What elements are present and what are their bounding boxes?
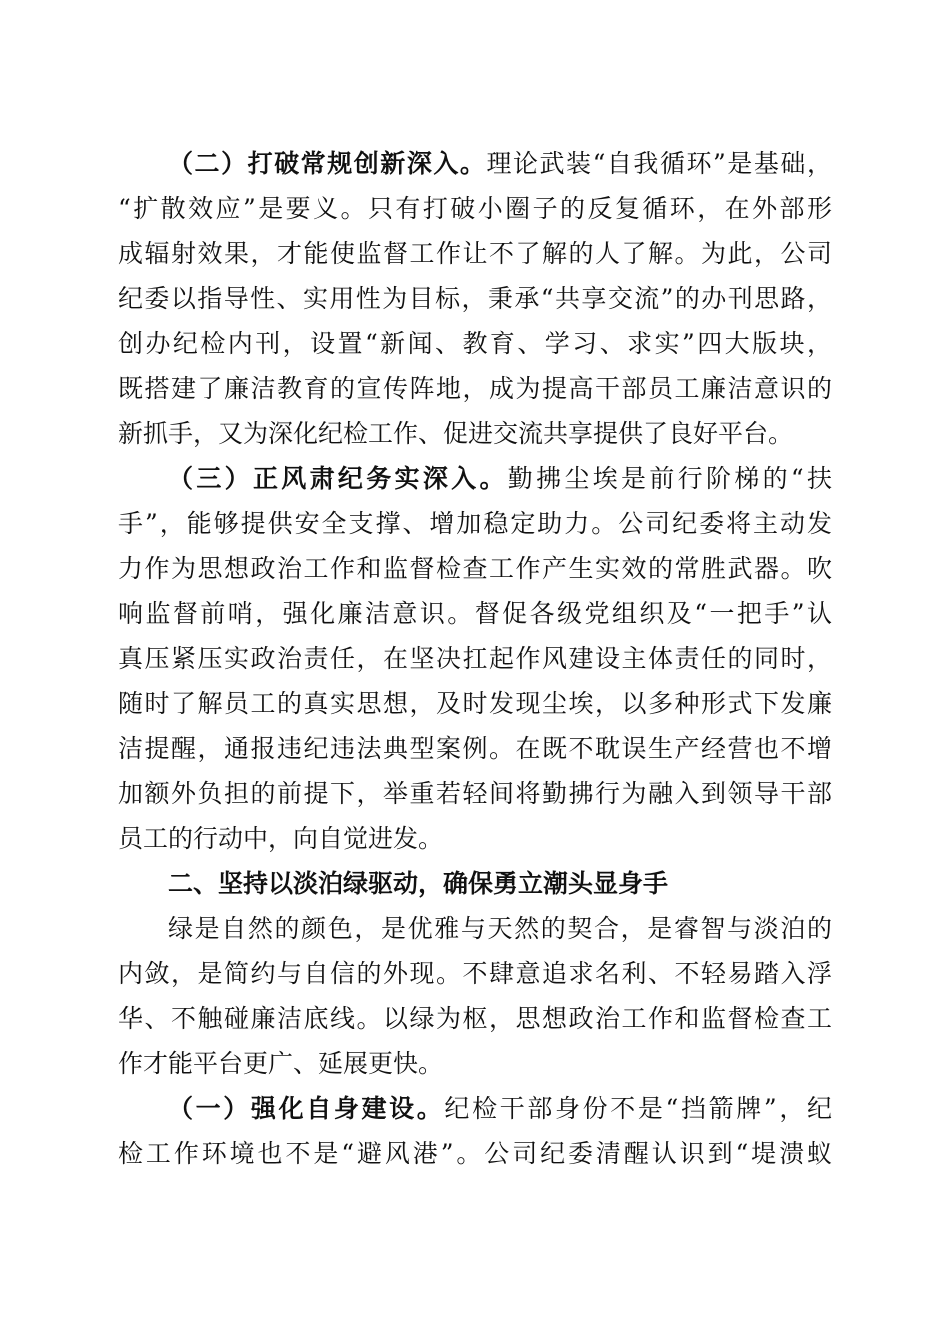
paragraph-2-line-6: 随时了解员工的真实思想，及时发现尘埃，以多种形式下发廉 — [118, 689, 832, 718]
paragraph-4-lead: （一）强化自身建设。 — [168, 1094, 445, 1123]
paragraph-1-line-5: 创办纪检内刊，设置“新闻、教育、学习、求实”四大版块， — [118, 329, 832, 358]
paragraph-2-line-2: 手”，能够提供安全支撑、增加稳定助力。公司纪委将主动发 — [118, 509, 832, 538]
paragraph-1-lead: （二）打破常规创新深入。 — [168, 149, 487, 178]
paragraph-2-line-1 — [168, 462, 832, 496]
paragraph-1-line-7: 新抓手，又为深化纪检工作、促进交流共享提供了良好平台。 — [118, 419, 794, 448]
paragraph-1-text: 理论武装“自我循环”是基础， — [486, 149, 832, 178]
paragraph-1-line-6: 既搭建了廉洁教育的宣传阵地，成为提高干部员工廉洁意识的 — [118, 374, 832, 403]
paragraph-1-line-4: 纪委以指导性、实用性为目标，秉承“共享交流”的办刊思路， — [118, 284, 832, 313]
paragraph-2-line-7: 洁提醒，通报违纪违法典型案例。在既不耽误生产经营也不增 — [118, 734, 832, 763]
paragraph-3-line-4: 作才能平台更广、延展更快。 — [118, 1049, 444, 1078]
section-heading-2: 二、坚持以淡泊绿驱动，确保勇立潮头显身手 — [168, 869, 669, 898]
paragraph-2-line-4: 响监督前哨，强化廉洁意识。督促各级党组织及“一把手”认 — [118, 599, 832, 628]
paragraph-3-line-1: 绿是自然的颜色，是优雅与天然的契合，是睿智与淡泊的 — [168, 914, 832, 943]
paragraph-2-line-3: 力作为思想政治工作和监督检查工作产生实效的常胜武器。吹 — [118, 554, 832, 583]
paragraph-2-line-8: 加额外负担的前提下，举重若轻间将勤拂行为融入到领导干部 — [118, 779, 832, 808]
paragraph-1-line-3: 成辐射效果，才能使监督工作让不了解的人了解。为此，公司 — [118, 239, 832, 268]
paragraph-2-line-9: 员工的行动中，向自觉进发。 — [118, 824, 444, 853]
paragraph-4-line-1 — [168, 1092, 832, 1126]
paragraph-1-line-1 — [168, 147, 832, 181]
paragraph-3-line-3: 华、不触碰廉洁底线。以绿为枢，思想政治工作和监督检查工 — [118, 1004, 832, 1033]
paragraph-4-text: 纪检干部身份不是“挡箭牌”，纪 — [444, 1094, 832, 1123]
paragraph-1-line-2: “扩散效应”是要义。只有打破小圈子的反复循环，在外部形 — [118, 194, 832, 223]
paragraph-4-line-2: 检工作环境也不是“避风港”。公司纪委清醒认识到“堤溃蚁 — [118, 1139, 832, 1168]
paragraph-2-text: 勤拂尘埃是前行阶梯的“扶 — [507, 464, 832, 493]
paragraph-2-lead: （三）正风肃纪务实深入。 — [168, 464, 508, 493]
paragraph-3-line-2: 内敛，是简约与自信的外现。不肆意追求名利、不轻易踏入浮 — [118, 959, 832, 988]
paragraph-2-line-5: 真压紧压实政治责任，在坚决扛起作风建设主体责任的同时， — [118, 644, 832, 673]
